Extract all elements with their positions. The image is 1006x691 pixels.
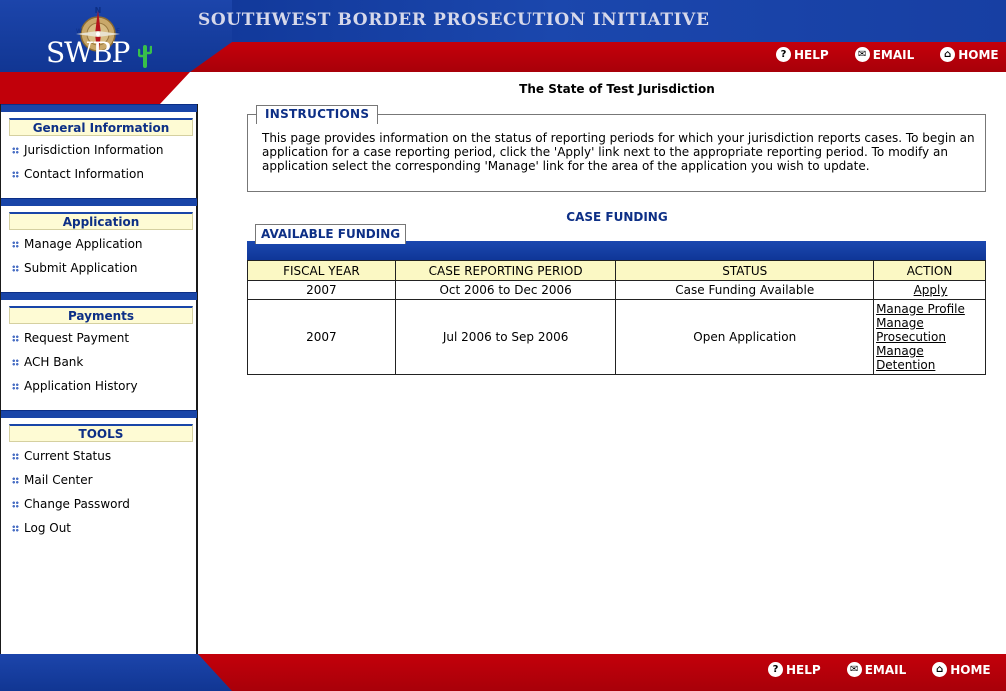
sidebar-item-label: Submit Application — [24, 261, 138, 275]
sidebar-item-contact-information[interactable] — [1, 162, 197, 186]
sidebar-group-bar — [1, 198, 197, 206]
bullet-icon — [12, 501, 19, 508]
house-icon: ⌂ — [932, 662, 947, 677]
sidebar-group-tools — [1, 410, 197, 540]
status-cell: Case Funding Available — [616, 281, 874, 300]
period-cell: Oct 2006 to Dec 2006 — [395, 281, 616, 300]
help-label: HELP — [786, 662, 821, 677]
sidebar-group-bar — [1, 410, 197, 418]
footer-email-link[interactable] — [847, 662, 907, 677]
compass-west-label: W — [76, 28, 82, 35]
sidebar-item-ach-bank[interactable] — [1, 350, 197, 374]
help-link[interactable] — [776, 47, 829, 62]
bullet-icon — [12, 477, 19, 484]
main-content — [200, 72, 1006, 654]
footer-home-link[interactable] — [932, 662, 990, 677]
column-header-status: STATUS — [616, 261, 874, 281]
apply-link[interactable]: Apply — [913, 283, 948, 297]
sidebar-item-change-password[interactable] — [1, 492, 197, 516]
column-header-case-reporting-period: CASE REPORTING PERIOD — [395, 261, 616, 281]
sidebar-group-general-information — [1, 104, 197, 186]
available-funding-tab: AVAILABLE FUNDING — [255, 224, 406, 244]
sidebar-item-label: Contact Information — [24, 167, 144, 181]
footer-blue-wedge — [0, 654, 232, 691]
bullet-icon — [12, 241, 19, 248]
manage-profile-link[interactable]: Manage Profile — [876, 302, 965, 316]
sidebar-item-label: ACH Bank — [24, 355, 84, 369]
email-label: EMAIL — [864, 662, 907, 677]
sidebar-group-title: Payments — [9, 306, 193, 324]
table-header-row — [248, 261, 986, 281]
sidebar-group-bar — [1, 292, 197, 300]
house-icon: ⌂ — [940, 47, 955, 62]
status-cell: Open Application — [616, 300, 874, 375]
home-label: HOME — [958, 47, 999, 62]
sidebar-group-application — [1, 198, 197, 280]
home-link[interactable] — [940, 47, 998, 62]
help-label: HELP — [794, 47, 829, 62]
help-icon: ? — [776, 47, 791, 62]
sidebar-group-title: Application — [9, 212, 193, 230]
column-header-fiscal-year: FISCAL YEAR — [248, 261, 396, 281]
sidebar-item-application-history[interactable] — [1, 374, 197, 398]
compass-north-label: N — [94, 6, 102, 15]
logo-text: SWBP — [46, 36, 130, 69]
bullet-icon — [12, 359, 19, 366]
email-link[interactable] — [855, 47, 915, 62]
bullet-icon — [12, 383, 19, 390]
sidebar-item-current-status[interactable] — [1, 444, 197, 468]
sidebar-item-label: Mail Center — [24, 473, 93, 487]
action-cell — [874, 281, 986, 300]
manage-detention-link[interactable]: Manage Detention — [876, 344, 936, 372]
sidebar-item-submit-application[interactable] — [1, 256, 197, 280]
sidebar-item-label: Change Password — [24, 497, 130, 511]
instructions-tab: INSTRUCTIONS — [256, 105, 378, 124]
sidebar-item-label: Jurisdiction Information — [24, 143, 164, 157]
manage-prosecution-link[interactable]: Manage Prosecution — [876, 316, 946, 344]
instructions-panel — [247, 107, 986, 192]
jurisdiction-title: The State of Test Jurisdiction — [519, 82, 715, 96]
sidebar-item-label: Manage Application — [24, 237, 143, 251]
envelope-icon: ✉ — [855, 47, 870, 62]
top-nav — [776, 47, 999, 62]
fiscal-year-cell: 2007 — [248, 281, 396, 300]
sidebar-item-label: Request Payment — [24, 331, 130, 345]
bullet-icon — [12, 147, 19, 154]
envelope-icon: ✉ — [847, 662, 862, 677]
sidebar — [0, 104, 198, 654]
bottom-nav — [768, 662, 991, 677]
sidebar-item-request-payment[interactable] — [1, 326, 197, 350]
column-header-action: ACTION — [874, 261, 986, 281]
period-cell: Jul 2006 to Sep 2006 — [395, 300, 616, 375]
table-row — [248, 300, 986, 375]
bullet-icon — [12, 525, 19, 532]
compass-east-label: E — [116, 28, 120, 35]
bullet-icon — [12, 265, 19, 272]
sidebar-item-label: Log Out — [24, 521, 72, 535]
sidebar-item-label: Application History — [24, 379, 138, 393]
sidebar-item-jurisdiction-information[interactable] — [1, 138, 197, 162]
sidebar-item-manage-application[interactable] — [1, 232, 197, 256]
sidebar-group-payments — [1, 292, 197, 398]
sidebar-item-label: Current Status — [24, 449, 112, 463]
footer-help-link[interactable] — [768, 662, 821, 677]
funding-table — [247, 260, 986, 375]
home-label: HOME — [950, 662, 991, 677]
sidebar-group-title: TOOLS — [9, 424, 193, 442]
cactus-icon — [138, 44, 152, 68]
sidebar-item-mail-center[interactable] — [1, 468, 197, 492]
help-icon: ? — [768, 662, 783, 677]
bullet-icon — [12, 171, 19, 178]
instructions-text: This page provides information on the status of reporting periods for which your jurisdiction reports cases. To begin an application for a case reporting period, click the 'Apply' link next to the appropriate reporting period. To modify an application select the corresponding 'Manage' link for the area of the application you wish to update. — [262, 131, 975, 173]
action-cell — [874, 300, 986, 375]
sidebar-group-title: General Information — [9, 118, 193, 136]
fiscal-year-cell: 2007 — [248, 300, 396, 375]
table-row — [248, 281, 986, 300]
site-title: SOUTHWEST BORDER PROSECUTION INITIATIVE — [198, 10, 710, 30]
sidebar-group-bar — [1, 104, 197, 112]
sidebar-item-log-out[interactable] — [1, 516, 197, 540]
bullet-icon — [12, 335, 19, 342]
bullet-icon — [12, 453, 19, 460]
email-label: EMAIL — [872, 47, 915, 62]
case-funding-title: CASE FUNDING — [566, 210, 668, 224]
